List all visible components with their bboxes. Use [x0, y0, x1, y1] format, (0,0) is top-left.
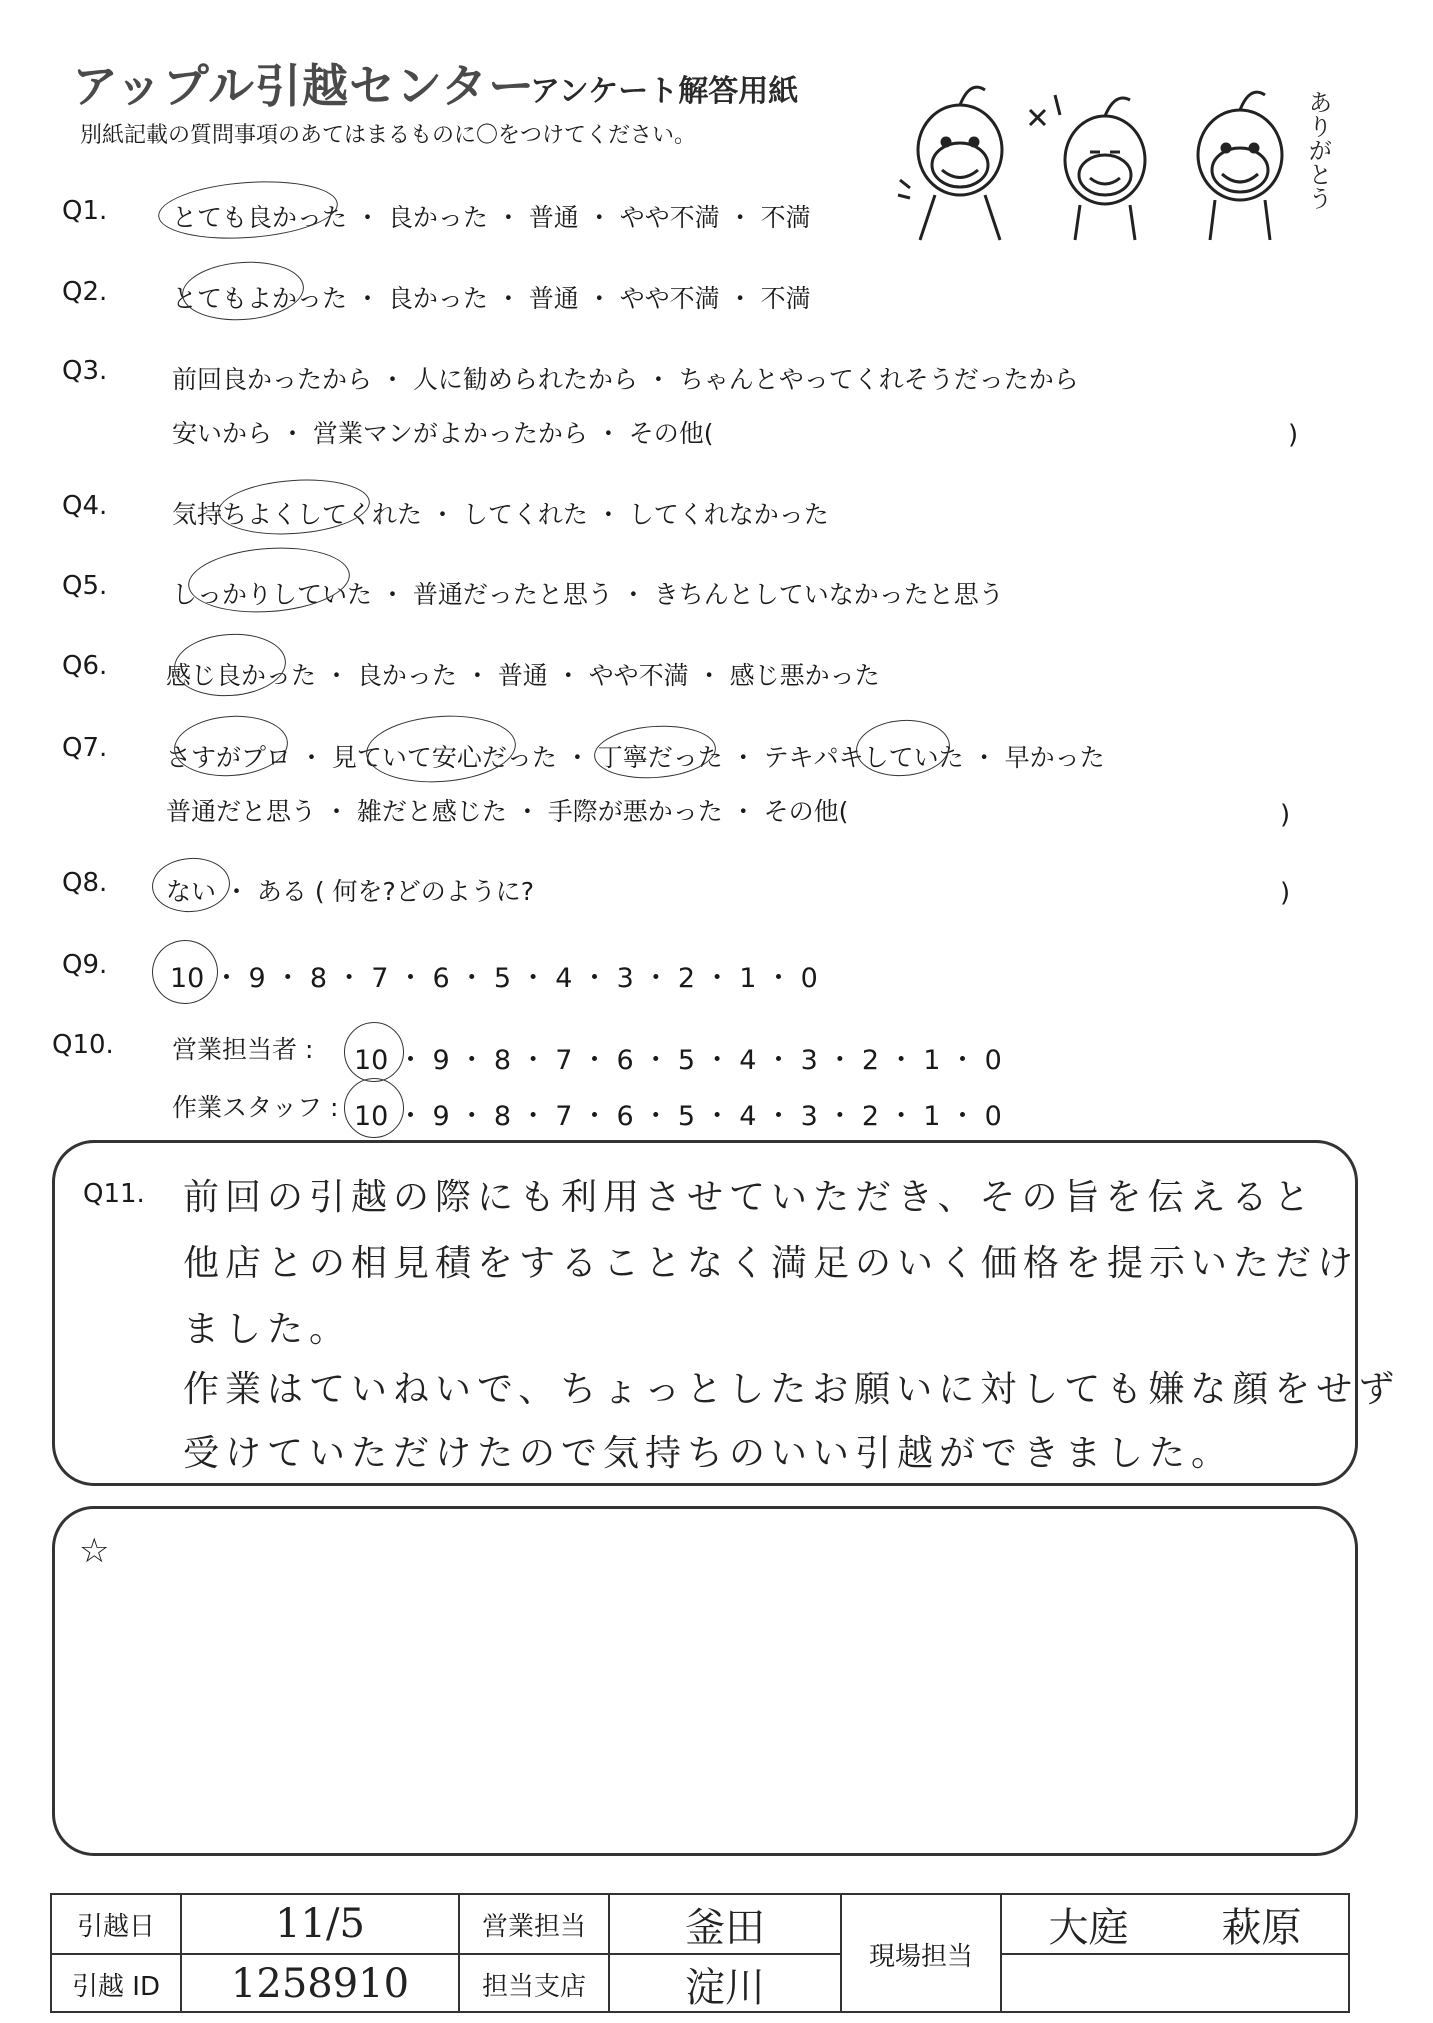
q11-comment-box	[52, 1140, 1401, 1486]
move-date: 11/5	[275, 1901, 365, 1947]
footer-table	[50, 1893, 1350, 2013]
branch-value	[610, 1955, 842, 2013]
branch-label: 担当支店	[460, 1955, 610, 2013]
q9-answer-circle	[150, 938, 220, 1006]
q6-options: 感じ良かった ・ 良かった ・ 普通 ・ やや不満 ・ 感じ悪かった	[166, 661, 880, 690]
q5-label: Q5.	[62, 571, 108, 601]
q11-comment-line-3: ました。	[183, 1309, 352, 1350]
thanks-text: ありがとう	[1304, 90, 1332, 210]
q10-staff-scale: 10 ・ 9 ・ 8 ・ 7 ・ 6 ・ 5 ・ 4 ・ 3 ・ 2 ・ 1 ・ 0	[354, 1101, 1002, 1132]
q10-label: Q10.	[52, 1030, 114, 1060]
q7-options-line2: 普通だと思う ・ 雑だと感じた ・ 手際が悪かった ・ その他(	[166, 797, 849, 826]
q9-scale: 10 ・ 9 ・ 8 ・ 7 ・ 6 ・ 5 ・ 4 ・ 3 ・ 2 ・ 1 ・ 0	[170, 963, 818, 994]
q8-close-paren: )	[1280, 878, 1291, 908]
q1-options: とても良かった ・ 良かった ・ 普通 ・ やや不満 ・ 不満	[172, 203, 811, 232]
q3-options-line2: 安いから ・ 営業マンがよかったから ・ その他(	[172, 419, 714, 448]
sales-label: 営業担当	[460, 1895, 610, 1955]
sales-value	[610, 1895, 842, 1955]
star-box	[52, 1506, 1358, 1856]
move-id-value	[182, 1955, 460, 2013]
q11-comment-line-4: 作業はていねいで、ちょっとしたお願いに対しても嫌な顔をせず	[183, 1369, 1401, 1410]
q2-options: とてもよかった ・ 良かった ・ 普通 ・ やや不満 ・ 不満	[172, 284, 811, 313]
q6-label: Q6.	[62, 651, 108, 681]
q3-label: Q3.	[62, 356, 108, 386]
q7-answer-circle-2	[364, 711, 518, 787]
q2-label: Q2.	[62, 277, 108, 307]
move-id: 1258910	[230, 1961, 410, 2007]
form-subtitle: アンケート解答用紙	[530, 74, 799, 109]
q7-label: Q7.	[62, 733, 108, 763]
site-value-empty	[1002, 1955, 1348, 2013]
q8-options: ない ・ ある ( 何を?どのように?	[166, 877, 535, 906]
q8-label: Q8.	[62, 868, 108, 898]
company-title: アップル引越センター	[72, 59, 536, 113]
site-label: 現場担当	[842, 1895, 1002, 2013]
mascot-middle	[1030, 95, 1145, 240]
q4-label: Q4.	[62, 491, 108, 521]
q1-label: Q1.	[62, 196, 108, 226]
sales-name: 釜田	[685, 1904, 765, 1951]
q4-options: 気持ちよくしてくれた ・ してくれた ・ してくれなかった	[172, 500, 829, 529]
q11-label: Q11.	[83, 1179, 145, 1209]
q11-comment-line-5: 受けていただけたので気持ちのいい引越ができました。	[183, 1433, 1234, 1474]
site-name-1: 大庭	[1048, 1904, 1129, 1951]
q9-label: Q9.	[62, 950, 108, 980]
q10-sales-scale: 10 ・ 9 ・ 8 ・ 7 ・ 6 ・ 5 ・ 4 ・ 3 ・ 2 ・ 1 ・ 0	[354, 1045, 1002, 1076]
q7-options-line1: さすがプロ ・ 見ていて安心だった ・ 丁寧だった ・ テキパキしていた ・ 早かった	[166, 743, 1105, 772]
move-date-value	[182, 1895, 460, 1955]
instruction-text: 別紙記載の質問事項のあてはまるものに〇をつけてください。	[80, 123, 697, 148]
branch-name: 淀川	[685, 1964, 765, 2011]
q7-close-paren: )	[1280, 800, 1291, 830]
q11-comment-line-1: 前回の引越の際にも利用させていただき、その旨を伝えると	[183, 1177, 1316, 1218]
star-mark: ☆	[79, 1531, 110, 1571]
q3-close-paren: )	[1288, 420, 1299, 450]
move-id-label: 引越 ID	[52, 1955, 182, 2013]
mascot-right	[1198, 92, 1282, 240]
move-date-label: 引越日	[52, 1895, 182, 1955]
q10-sales-label: 営業担当者 :	[172, 1035, 314, 1064]
mascot-illustration	[880, 70, 1350, 250]
mascot-left	[898, 87, 1002, 240]
q10-staff-label: 作業スタッフ :	[172, 1093, 339, 1122]
q3-options-line1: 前回良かったから ・ 人に勧められたから ・ ちゃんとやってくれそうだったから	[172, 365, 1079, 394]
site-value	[1002, 1895, 1348, 1955]
q5-options: しっかりしていた ・ 普通だったと思う ・ きちんとしていなかったと思う	[172, 580, 1004, 609]
site-name-2: 萩原	[1221, 1904, 1302, 1951]
q11-comment-line-2: 他店との相見積をすることなく満足のいく価格を提示いただけ	[183, 1243, 1360, 1284]
